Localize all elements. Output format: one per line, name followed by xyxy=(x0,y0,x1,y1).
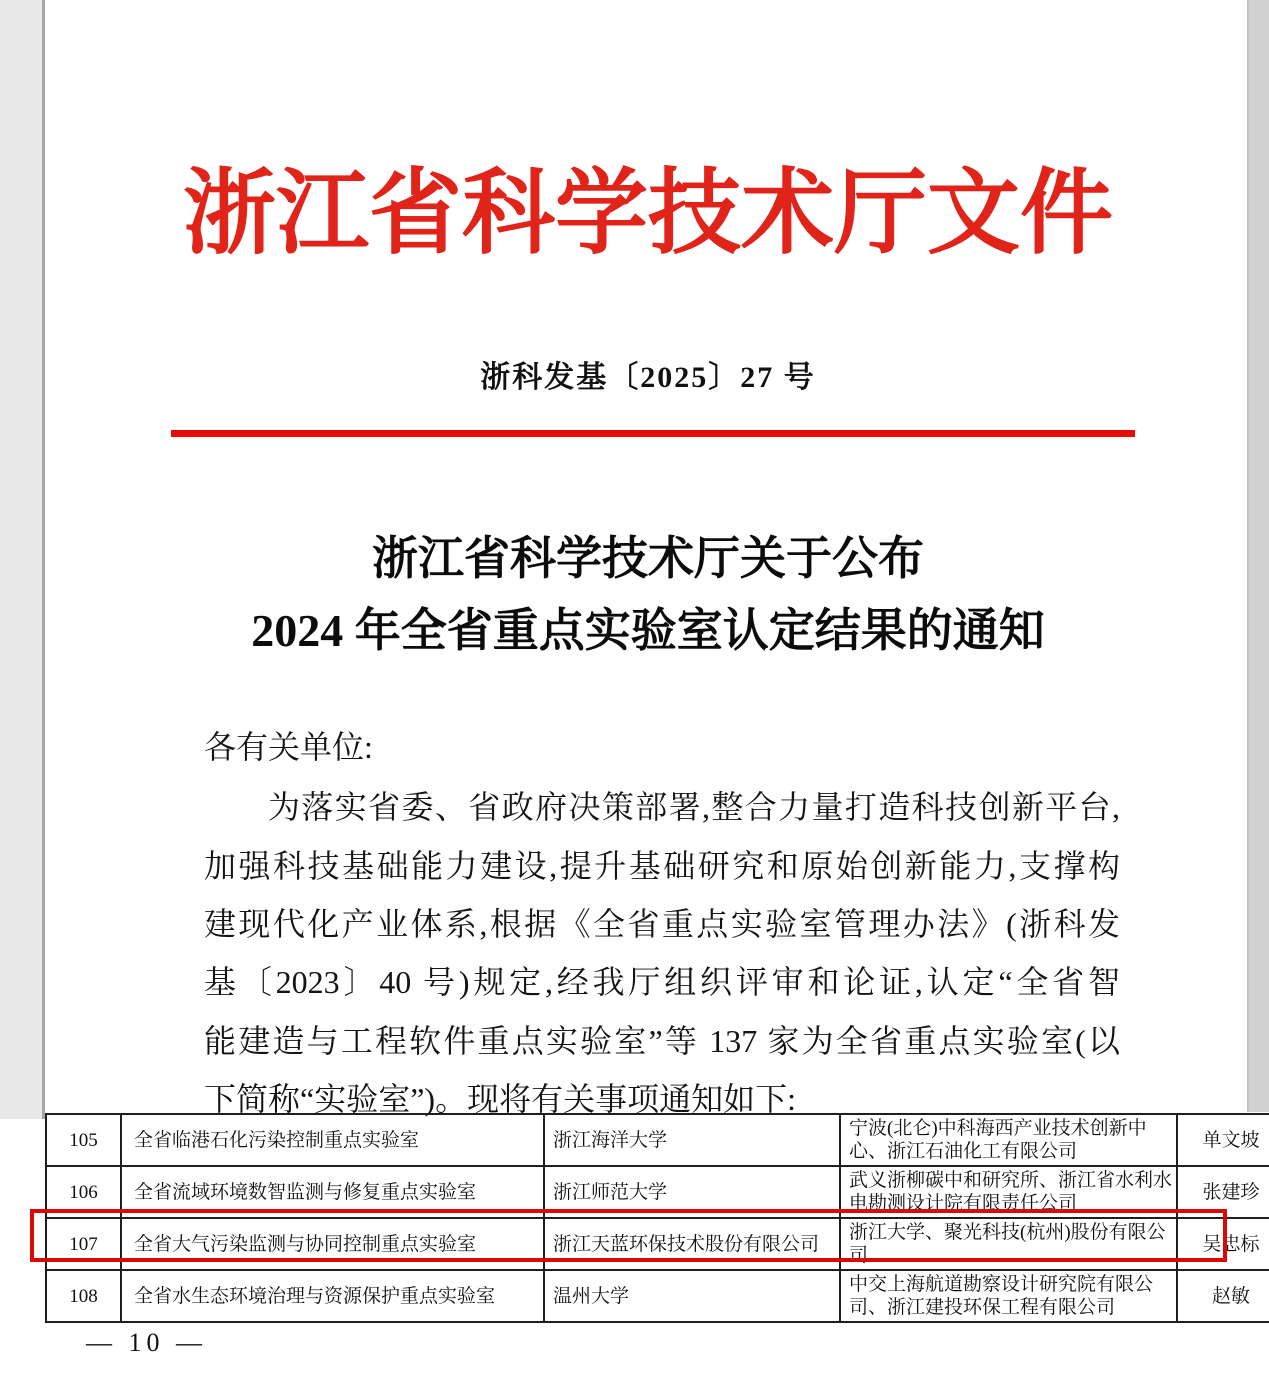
page-number: — 10 — xyxy=(86,1328,207,1357)
cell-row-number: 106 xyxy=(46,1166,121,1218)
cell-lab-name: 全省大气污染监测与协同控制重点实验室 xyxy=(121,1218,544,1270)
body-line: 下简称“实验室”)。现将有关事项通知如下: xyxy=(204,1081,796,1117)
cell-row-number: 105 xyxy=(46,1114,121,1166)
salutation: 各有关单位: xyxy=(204,729,373,765)
cell-partner-orgs: 宁波(北仑)中科海西产业技术创新中心、浙江石油化工有限公司 xyxy=(840,1114,1177,1166)
red-separator-line xyxy=(171,430,1135,437)
cell-director: 吴忠标 xyxy=(1177,1218,1269,1270)
cell-host-org: 浙江天蓝环保技术股份有限公司 xyxy=(544,1218,840,1270)
cell-row-number: 108 xyxy=(46,1270,121,1322)
scan-right-margin xyxy=(1247,0,1269,1112)
table-row-107 xyxy=(46,1218,1269,1270)
scan-left-margin xyxy=(0,0,45,1119)
document-number: 浙科发基〔2025〕27 号 xyxy=(480,361,816,394)
cell-director: 单文坡 xyxy=(1177,1114,1269,1166)
cell-lab-name: 全省临港石化污染控制重点实验室 xyxy=(121,1114,544,1166)
cell-lab-name: 全省流域环境数智监测与修复重点实验室 xyxy=(121,1166,544,1218)
cell-lab-name: 全省水生态环境治理与资源保护重点实验室 xyxy=(121,1270,544,1322)
body-line: 为落实省委、省政府决策部署,整合力量打造科技创新平台, xyxy=(268,789,1120,825)
table-row-105 xyxy=(46,1114,1269,1166)
body-line: 建现代化产业体系,根据《全省重点实验室管理办法》(浙科发 xyxy=(204,906,1120,942)
cell-row-number: 107 xyxy=(46,1218,121,1270)
cell-host-org: 浙江师范大学 xyxy=(544,1166,840,1218)
notice-title-line1: 浙江省科学技术厅关于公布 xyxy=(372,533,924,584)
cell-partner-orgs: 中交上海航道勘察设计研究院有限公司、浙江建投环保工程有限公司 xyxy=(840,1270,1177,1322)
table-row-108 xyxy=(46,1270,1269,1322)
cell-host-org: 浙江海洋大学 xyxy=(544,1114,840,1166)
cell-director: 张建珍 xyxy=(1177,1166,1269,1218)
key-lab-results-table xyxy=(45,1113,1269,1323)
body-line: 基〔2023〕40 号)规定,经我厅组织评审和论证,认定“全省智 xyxy=(204,964,1120,1000)
notice-title-line2: 2024 年全省重点实验室认定结果的通知 xyxy=(251,605,1045,656)
cell-partner-orgs: 浙江大学、聚光科技(杭州)股份有限公司 xyxy=(840,1218,1177,1270)
body-line: 加强科技基础能力建设,提升基础研究和原始创新能力,支撑构 xyxy=(204,848,1120,884)
body-line: 能建造与工程软件重点实验室”等 137 家为全省重点实验室(以 xyxy=(204,1023,1120,1059)
document-header-title: 浙江省科学技术厅文件 xyxy=(183,163,1113,266)
cell-host-org: 温州大学 xyxy=(544,1270,840,1322)
cell-partner-orgs: 武义浙柳碳中和研究所、浙江省水利水电勘测设计院有限责任公司 xyxy=(840,1166,1177,1218)
cell-director: 赵敏 xyxy=(1177,1270,1269,1322)
table-row-106 xyxy=(46,1166,1269,1218)
